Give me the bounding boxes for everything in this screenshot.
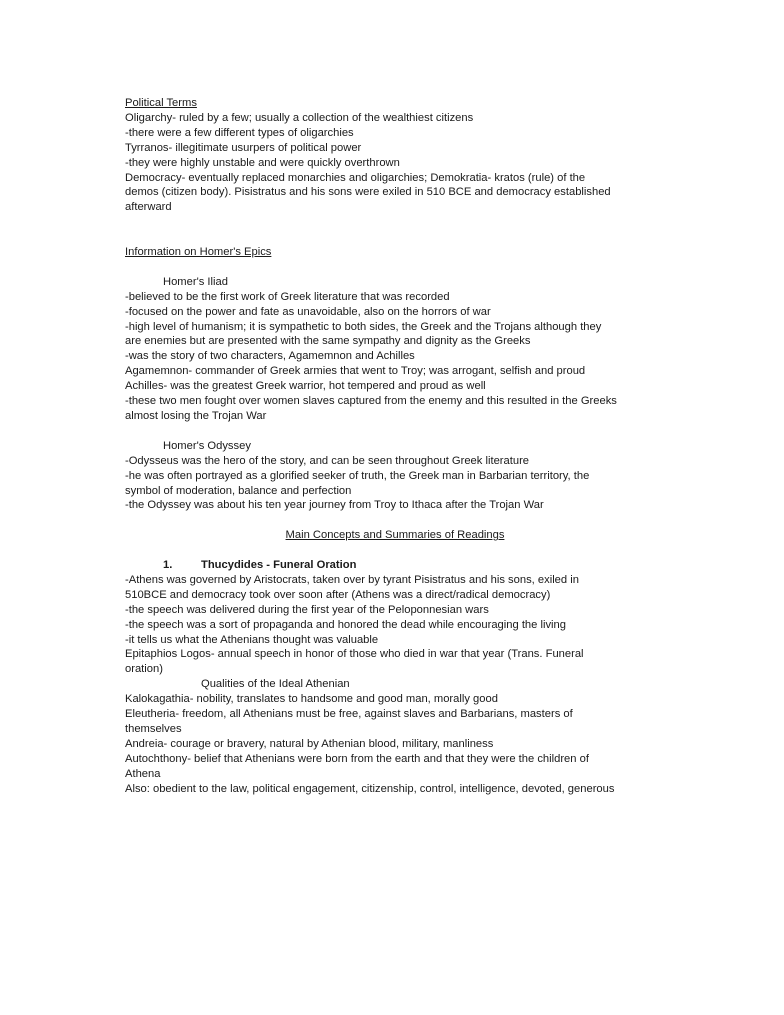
document-page — [125, 96, 665, 797]
spacer — [125, 260, 665, 275]
text-line: Eleutheria- freedom, all Athenians must be free, against slaves and Barbarians, masters of — [125, 708, 573, 721]
text-line: Athena — [125, 767, 161, 780]
text-line: -these two men fought over women slaves captured from the enemy and this resulted in the Greeks — [125, 395, 617, 408]
text-line: -it tells us what the Athenians thought was valuable — [125, 633, 379, 646]
text-line: demos (citizen body). Pisistratus and his sons were exiled in 510 BCE and democracy established — [125, 186, 611, 199]
text-line: afterward — [125, 201, 172, 214]
text-line: Andreia- courage or bravery, natural by Athenian blood, military, manliness — [125, 737, 494, 750]
text-line: Agamemnon- commander of Greek armies that went to Troy; was arrogant, selfish and proud — [125, 365, 586, 378]
reading-title — [125, 558, 665, 573]
text-line: -focused on the power and fate as unavoidable, also on the horrors of war — [125, 305, 491, 318]
text-line: -Athens was governed by Aristocrats, taken over by tyrant Pisistratus and his sons, exiled in — [125, 573, 579, 586]
spacer — [125, 424, 665, 439]
text-line: Epitaphios Logos- annual speech in honor of those who died in war that year (Trans. Funeral — [125, 648, 584, 661]
spacer — [125, 215, 665, 245]
odyssey-title: Homer's Odyssey — [163, 439, 251, 452]
text-line: themselves — [125, 722, 182, 735]
text-line: symbol of moderation, balance and perfection — [125, 484, 352, 497]
text-line: Oligarchy- ruled by a few; usually a collection of the wealthiest citizens — [125, 111, 474, 124]
text-line: -the speech was a sort of propaganda and honored the dead while encouraging the living — [125, 618, 566, 631]
text-line: Also: obedient to the law, political engagement, citizenship, control, intelligence, devoted, generous — [125, 782, 615, 795]
text-line: Democracy- eventually replaced monarchies and oligarchies; Demokratia- kratos (rule) of the — [125, 171, 586, 184]
text-line: -the Odyssey was about his ten year journey from Troy to Ithaca after the Trojan War — [125, 499, 544, 512]
political-terms-heading: Political Terms — [125, 97, 197, 109]
concepts-heading: Main Concepts and Summaries of Readings — [285, 529, 505, 542]
text-line: Achilles- was the greatest Greek warrior, hot tempered and proud as well — [125, 380, 486, 393]
text-line: Kalokagathia- nobility, translates to handsome and good man, morally good — [125, 693, 498, 706]
spacer — [125, 513, 665, 528]
spacer — [125, 543, 665, 558]
text-line: are enemies but are presented with the same sympathy and dignity as the Greeks — [125, 335, 531, 348]
qualities-title: Qualities of the Ideal Athenian — [201, 678, 350, 691]
text-line: almost losing the Trojan War — [125, 410, 267, 422]
reading-title-text: Thucydides - Funeral Oration — [201, 559, 357, 572]
text-line: -there were a few different types of oligarchies — [125, 126, 354, 139]
text-line: Autochthony- belief that Athenians were born from the earth and that they were the children of — [125, 752, 589, 765]
text-line: 510BCE and democracy took over soon after (Athens was a direct/radical democracy) — [125, 588, 551, 601]
text-line: -believed to be the first work of Greek literature that was recorded — [125, 290, 450, 303]
iliad-title: Homer's Iliad — [163, 275, 228, 288]
text-line: -the speech was delivered during the first year of the Peloponnesian wars — [125, 603, 489, 616]
reading-number: 1. — [163, 559, 173, 572]
text-line: -was the story of two characters, Agamemnon and Achilles — [125, 350, 415, 363]
text-line: -they were highly unstable and were quickly overthrown — [125, 156, 400, 169]
text-line: -high level of humanism; it is sympathetic to both sides, the Greek and the Trojans although they — [125, 320, 602, 333]
homer-heading: Information on Homer's Epics — [125, 246, 272, 259]
text-line: -Odysseus was the hero of the story, and can be seen throughout Greek literature — [125, 454, 530, 467]
text-line: -he was often portrayed as a glorified seeker of truth, the Greek man in Barbarian territory, the — [125, 469, 590, 482]
text-line: oration) — [125, 663, 163, 676]
text-line: Tyrranos- illegitimate usurpers of political power — [125, 141, 362, 154]
